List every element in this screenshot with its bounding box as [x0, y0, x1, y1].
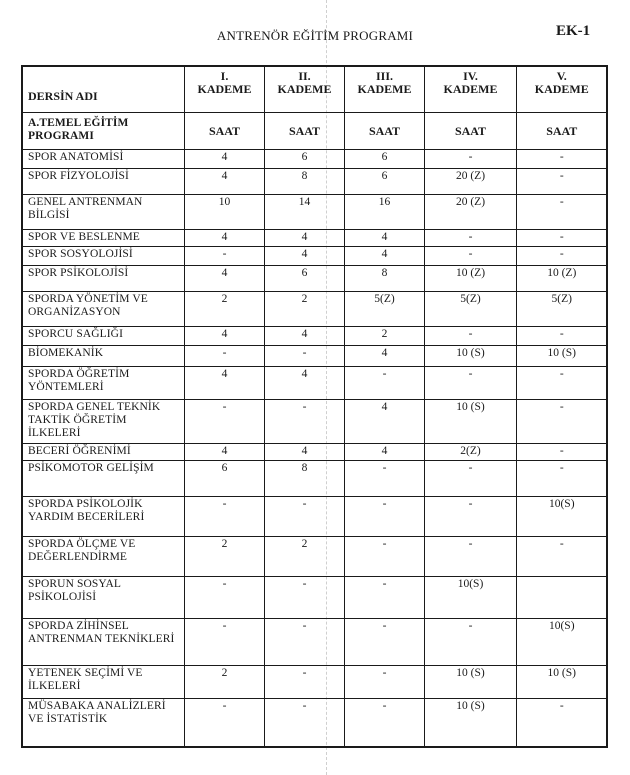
hours-cell: 2 [184, 665, 264, 698]
table-row [22, 345, 607, 366]
hours-cell: - [264, 496, 344, 536]
hours-cell: - [264, 618, 344, 665]
hours-cell: - [424, 149, 516, 168]
course-name: MÜSABAKA ANALİZLERİ VE İSTATİSTİK [22, 698, 184, 747]
hours-cell: 2 [264, 291, 344, 326]
hours-cell: 4 [344, 443, 424, 460]
header-level-label: KADEME [534, 82, 589, 97]
hours-cell: 8 [344, 265, 424, 291]
annex-label: EK-1 [556, 23, 591, 39]
course-name: BECERİ ÖĞRENİMİ [22, 443, 184, 460]
hours-cell: - [424, 460, 516, 496]
hours-cell: 8 [264, 460, 344, 496]
hours-cell: 6 [264, 265, 344, 291]
hours-cell: - [344, 698, 424, 747]
header-level-number: I. [220, 69, 229, 84]
course-name: YETENEK SEÇİMİ VE İLKELERİ [22, 665, 184, 698]
table-row [22, 291, 607, 326]
hours-cell: 5(Z) [344, 291, 424, 326]
hours-cell: - [344, 366, 424, 399]
hours-cell: 10 (S) [516, 665, 607, 698]
hours-cell: 8 [264, 168, 344, 194]
hours-cell: - [264, 698, 344, 747]
course-name: SPOR SOSYOLOJİSİ [22, 246, 184, 265]
hours-cell: - [516, 168, 607, 194]
table-row [22, 665, 607, 698]
hours-cell: 10 (S) [424, 665, 516, 698]
header-level-number: III. [375, 69, 393, 84]
hours-cell: 20 (Z) [424, 194, 516, 229]
header-level-number: II. [298, 69, 311, 84]
course-name: SPORDA ÖĞRETİM YÖNTEMLERİ [22, 366, 184, 399]
header-course-name: DERSİN ADI [22, 66, 184, 112]
header-level-label: KADEME [443, 82, 498, 97]
course-name: SPORDA YÖNETİM VE ORGANİZASYON [22, 291, 184, 326]
table-row [22, 536, 607, 576]
hours-cell: - [424, 246, 516, 265]
unit-cell: SAAT [344, 112, 424, 149]
hours-cell: 4 [344, 345, 424, 366]
hours-cell: 10(S) [516, 618, 607, 665]
hours-cell: - [424, 618, 516, 665]
course-name: SPORDA ZİHİNSEL ANTRENMAN TEKNİKLERİ [22, 618, 184, 665]
hours-cell: 4 [344, 399, 424, 443]
hours-cell: - [344, 618, 424, 665]
course-name: SPORDA ÖLÇME VE DEĞERLENDİRME [22, 536, 184, 576]
hours-cell: 4 [264, 229, 344, 246]
header-level-label: KADEME [357, 82, 412, 97]
table-row [22, 246, 607, 265]
hours-cell: 2 [264, 536, 344, 576]
course-name: SPORUN SOSYAL PSİKOLOJİSİ [22, 576, 184, 618]
header-level-number: IV. [463, 69, 478, 84]
course-name: SPOR PSİKOLOJİSİ [22, 265, 184, 291]
hours-cell: - [344, 460, 424, 496]
table-row [22, 496, 607, 536]
course-name: SPORDA PSİKOLOJİK YARDIM BECERİLERİ [22, 496, 184, 536]
hours-cell: - [424, 536, 516, 576]
hours-cell: - [516, 246, 607, 265]
hours-cell: 10(S) [516, 496, 607, 536]
hours-cell: 10(S) [424, 576, 516, 618]
hours-cell: 4 [264, 443, 344, 460]
hours-cell: 10 (S) [424, 698, 516, 747]
hours-cell: - [344, 576, 424, 618]
hours-cell: 4 [184, 168, 264, 194]
header-level-label: KADEME [197, 82, 252, 97]
hours-cell: - [344, 496, 424, 536]
header-level-3 [344, 66, 424, 112]
hours-cell: 6 [344, 168, 424, 194]
hours-cell: - [264, 576, 344, 618]
unit-cell: SAAT [424, 112, 516, 149]
header-level-1 [184, 66, 264, 112]
hours-cell: - [516, 698, 607, 747]
table-row [22, 265, 607, 291]
hours-cell: - [264, 345, 344, 366]
hours-cell: 4 [264, 246, 344, 265]
section-name: A.TEMEL EĞİTİM PROGRAMI [22, 112, 184, 149]
hours-cell: 10 (S) [424, 399, 516, 443]
hours-cell: - [184, 618, 264, 665]
hours-cell: - [424, 229, 516, 246]
hours-cell: - [184, 399, 264, 443]
hours-cell: - [516, 194, 607, 229]
hours-cell: 6 [264, 149, 344, 168]
hours-cell: - [184, 246, 264, 265]
hours-cell: - [344, 536, 424, 576]
hours-cell: - [516, 443, 607, 460]
header-level-label: KADEME [277, 82, 332, 97]
hours-cell: 4 [184, 229, 264, 246]
table-row [22, 576, 607, 618]
table-row [22, 149, 607, 168]
hours-cell: - [516, 536, 607, 576]
hours-cell: 10 (Z) [424, 265, 516, 291]
hours-cell: 4 [184, 149, 264, 168]
hours-cell: - [516, 366, 607, 399]
course-name: SPORDA GENEL TEKNİK TAKTİK ÖĞRETİM İLKELERİ [22, 399, 184, 443]
hours-cell: 10 (S) [424, 345, 516, 366]
hours-cell: 2 [344, 326, 424, 345]
table-row [22, 443, 607, 460]
section-row [22, 112, 607, 149]
table-row [22, 460, 607, 496]
hours-cell: 4 [344, 229, 424, 246]
hours-cell: 4 [184, 366, 264, 399]
table-header-row [22, 66, 607, 112]
hours-cell: - [516, 399, 607, 443]
table-row [22, 194, 607, 229]
hours-cell: - [516, 326, 607, 345]
hours-cell: - [424, 366, 516, 399]
hours-cell: - [516, 229, 607, 246]
unit-cell: SAAT [264, 112, 344, 149]
header-level-4 [424, 66, 516, 112]
hours-cell: 10 (S) [516, 345, 607, 366]
hours-cell: - [516, 149, 607, 168]
hours-cell: 10 (Z) [516, 265, 607, 291]
hours-cell: - [424, 326, 516, 345]
header-level-5 [516, 66, 607, 112]
course-name: BİOMEKANİK [22, 345, 184, 366]
hours-cell: 6 [344, 149, 424, 168]
table-row [22, 168, 607, 194]
hours-cell: 5(Z) [516, 291, 607, 326]
hours-cell: 4 [184, 326, 264, 345]
hours-cell [516, 576, 607, 618]
unit-cell: SAAT [184, 112, 264, 149]
table-row [22, 618, 607, 665]
table-row [22, 698, 607, 747]
hours-cell: - [424, 496, 516, 536]
course-name: SPOR ANATOMİSİ [22, 149, 184, 168]
hours-cell: 2(Z) [424, 443, 516, 460]
header-level-number: V. [556, 69, 567, 84]
hours-cell: 20 (Z) [424, 168, 516, 194]
hours-cell: 4 [184, 265, 264, 291]
hours-cell: - [344, 665, 424, 698]
hours-cell: - [184, 345, 264, 366]
hours-cell: 10 [184, 194, 264, 229]
hours-cell: 4 [344, 246, 424, 265]
course-name: SPOR FİZYOLOJİSİ [22, 168, 184, 194]
table-row [22, 229, 607, 246]
training-program-table [21, 65, 608, 748]
hours-cell: 16 [344, 194, 424, 229]
hours-cell: 4 [264, 366, 344, 399]
course-name: GENEL ANTRENMAN BİLGİSİ [22, 194, 184, 229]
hours-cell: 6 [184, 460, 264, 496]
hours-cell: - [184, 576, 264, 618]
course-name: SPORCU SAĞLIĞI [22, 326, 184, 345]
hours-cell: - [264, 399, 344, 443]
unit-cell: SAAT [516, 112, 607, 149]
document-title: ANTRENÖR EĞİTİM PROGRAMI [216, 28, 414, 43]
hours-cell: 4 [264, 326, 344, 345]
hours-cell: - [184, 496, 264, 536]
hours-cell: 4 [184, 443, 264, 460]
course-name: PSİKOMOTOR GELİŞİM [22, 460, 184, 496]
table-row [22, 399, 607, 443]
hours-cell: 2 [184, 536, 264, 576]
hours-cell: 5(Z) [424, 291, 516, 326]
hours-cell: - [516, 460, 607, 496]
course-name: SPOR VE BESLENME [22, 229, 184, 246]
hours-cell: 14 [264, 194, 344, 229]
header-level-2 [264, 66, 344, 112]
hours-cell: 2 [184, 291, 264, 326]
hours-cell: - [184, 698, 264, 747]
table-row [22, 326, 607, 345]
hours-cell: - [264, 665, 344, 698]
table-row [22, 366, 607, 399]
